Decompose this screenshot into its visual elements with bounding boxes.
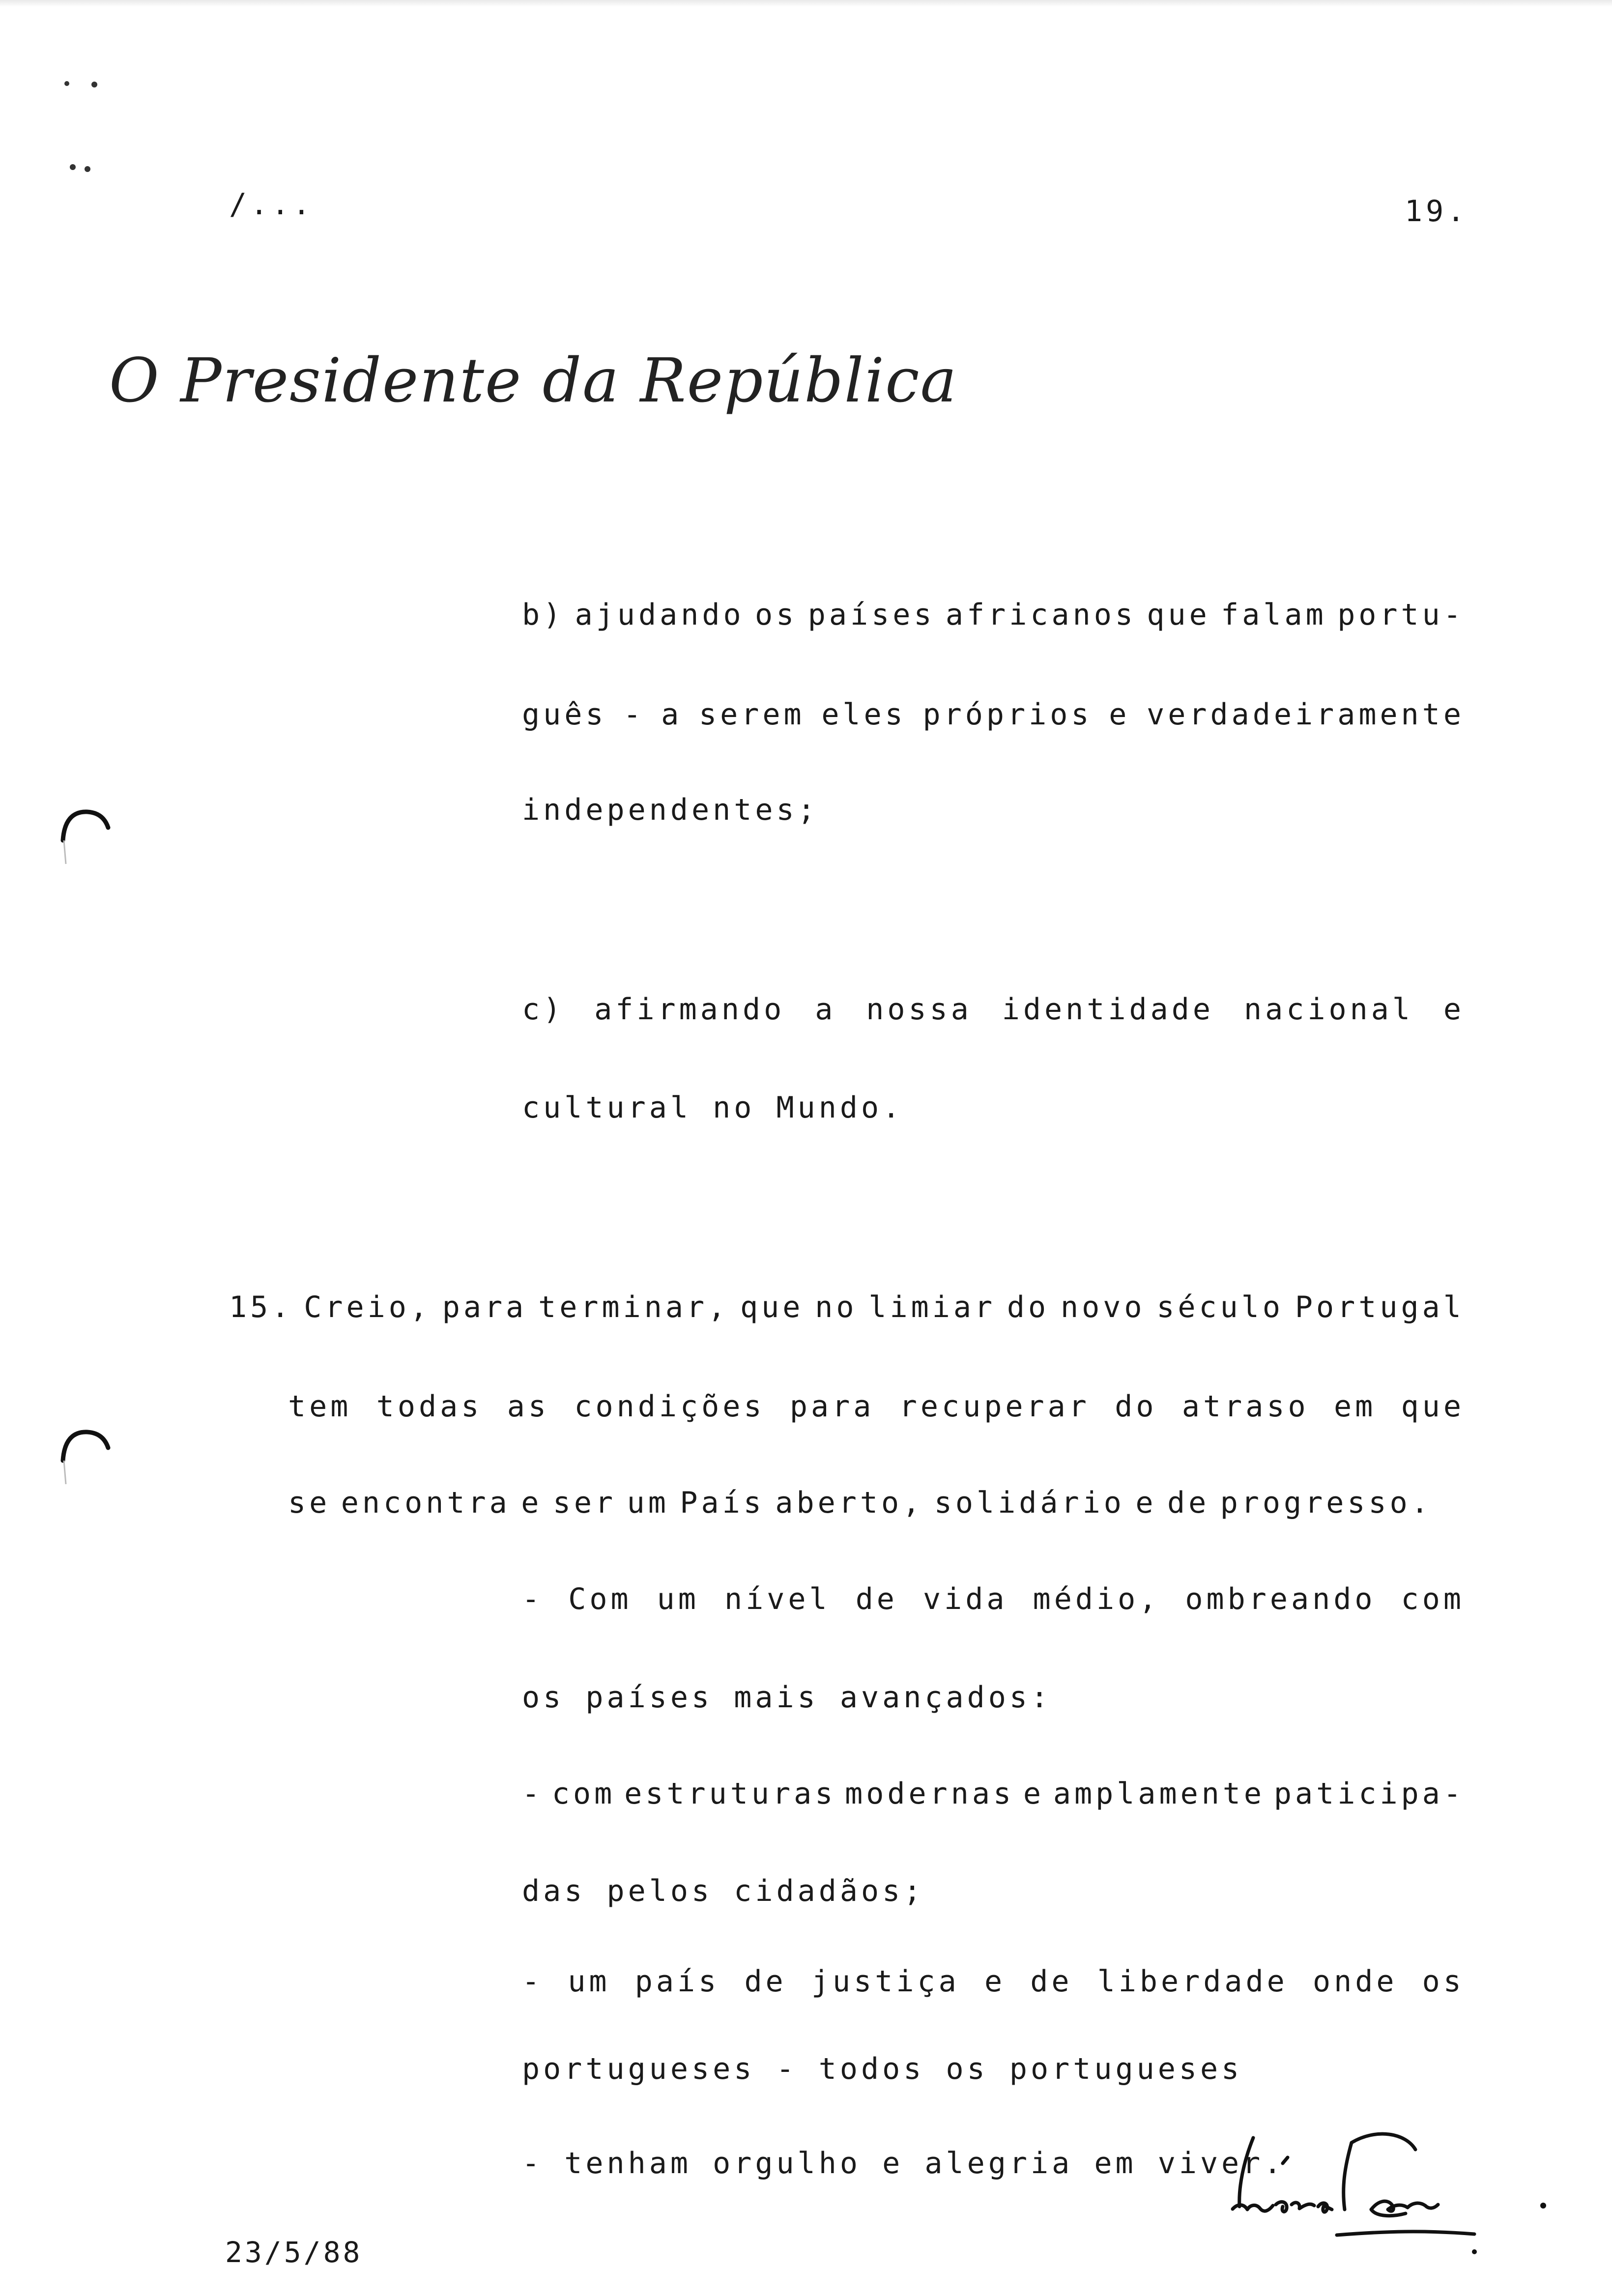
word: verdadeiramente (1147, 697, 1465, 732)
word: - (623, 697, 645, 732)
word: paticipa- (1273, 1777, 1465, 1811)
word: de (855, 1582, 898, 1616)
word: os (1422, 1964, 1465, 1999)
word: um (657, 1582, 699, 1616)
word: que (740, 1290, 804, 1324)
word: - (522, 1964, 544, 1999)
word: b) (522, 598, 565, 632)
bullet-3-line-1 (522, 1964, 1465, 1999)
bullet-2-line-2: das pelos cidadãos; (522, 1874, 925, 1908)
bullet-1-line-1 (522, 1581, 1465, 1617)
word: nacional (1243, 992, 1413, 1027)
word: - (522, 1777, 544, 1811)
word: no (815, 1290, 858, 1324)
item-b-line-3: independentes; (522, 793, 819, 827)
point-15-line-2 (288, 1389, 1465, 1424)
word: Portugal (1295, 1290, 1465, 1324)
word: c) (522, 992, 565, 1027)
item-b-line-1 (522, 597, 1465, 632)
word: de (744, 1964, 787, 1999)
bullet-3-line-2: portugueses - todos os portugueses (522, 2052, 1243, 2086)
word: a (661, 697, 683, 732)
word: e (984, 1964, 1006, 1999)
punch-hole-upper (58, 806, 112, 870)
word: do (1115, 1389, 1157, 1424)
word: novo (1060, 1290, 1146, 1324)
word: próprios (922, 697, 1093, 732)
bullet-4-line-1: - tenham orgulho e alegria em viver. (522, 2146, 1285, 2181)
word: 15. (229, 1290, 293, 1324)
item-c-line-2: cultural no Mundo. (522, 1091, 904, 1125)
word: os (755, 598, 798, 632)
point-15-line-3 (288, 1485, 1432, 1521)
word: e (1443, 992, 1465, 1027)
word: País (680, 1486, 765, 1520)
continuation-mark: /... (229, 187, 314, 222)
word: limiar (868, 1290, 996, 1324)
word: um (568, 1964, 610, 1999)
bullet-2-line-1 (522, 1776, 1465, 1811)
word: nossa (866, 992, 972, 1027)
word: terminar, (538, 1290, 729, 1324)
word: as (507, 1389, 549, 1424)
word: com (1401, 1582, 1465, 1616)
word: que (1401, 1389, 1465, 1424)
word: para (789, 1389, 875, 1424)
word: e (1023, 1777, 1045, 1811)
word: identidade (1002, 992, 1214, 1027)
word: um (627, 1486, 669, 1520)
page-number: 19. (1405, 194, 1468, 229)
word: vida (923, 1582, 1008, 1616)
word: Creio, (304, 1290, 431, 1324)
word: Com (568, 1582, 632, 1616)
word: e (521, 1486, 543, 1520)
word: ser (552, 1486, 617, 1520)
word: africanos (945, 598, 1136, 632)
letterhead-title: O Presidente da República (109, 345, 958, 416)
word: e (1135, 1486, 1157, 1520)
word: com (551, 1777, 616, 1811)
word: solidário (934, 1486, 1125, 1520)
word: de (1167, 1486, 1210, 1520)
item-b-line-2 (522, 697, 1465, 732)
word: em (1333, 1389, 1377, 1424)
word: falam (1221, 598, 1327, 632)
word: justiça (811, 1964, 960, 1999)
word: que (1147, 598, 1210, 632)
document-date: 23/5/88 (225, 2236, 363, 2269)
word: e (1109, 697, 1130, 732)
word: atraso (1181, 1389, 1309, 1424)
word: para (442, 1290, 527, 1324)
word: médio, (1033, 1582, 1160, 1616)
word: do (1007, 1290, 1050, 1324)
word: - (522, 1582, 544, 1616)
margin-dots-top (59, 74, 108, 182)
scan-edge (0, 0, 1612, 7)
word: onde (1312, 1964, 1398, 1999)
word: portu- (1337, 598, 1465, 632)
item-c-line-1 (522, 992, 1465, 1027)
word: modernas (845, 1777, 1015, 1811)
word: encontra (341, 1486, 511, 1520)
word: estruturas (624, 1777, 836, 1811)
word: ombreando (1185, 1582, 1376, 1616)
word: a (815, 992, 836, 1027)
word: ajudando (575, 598, 745, 632)
word: condições (574, 1389, 765, 1424)
bullet-1-line-2: os países mais avançados: (522, 1680, 1052, 1715)
word: aberto, (775, 1486, 924, 1520)
word: amplamente (1053, 1777, 1266, 1811)
word: liberdade (1097, 1964, 1288, 1999)
word: recuperar (899, 1389, 1090, 1424)
handwritten-signature (1209, 2108, 1583, 2256)
punch-hole-lower (58, 1425, 112, 1489)
word: país (634, 1964, 720, 1999)
word: eles (821, 697, 906, 732)
word: tem (288, 1389, 352, 1424)
word: serem (698, 697, 805, 732)
word: todas (376, 1389, 483, 1424)
word: nível (724, 1582, 831, 1616)
word: se (288, 1486, 331, 1520)
point-15-line-1 (229, 1290, 1465, 1325)
word: progresso. (1220, 1486, 1432, 1520)
word: guês (522, 697, 607, 732)
word: de (1030, 1964, 1073, 1999)
word: afirmando (594, 992, 785, 1027)
word: século (1156, 1290, 1284, 1324)
word: países (807, 598, 935, 632)
